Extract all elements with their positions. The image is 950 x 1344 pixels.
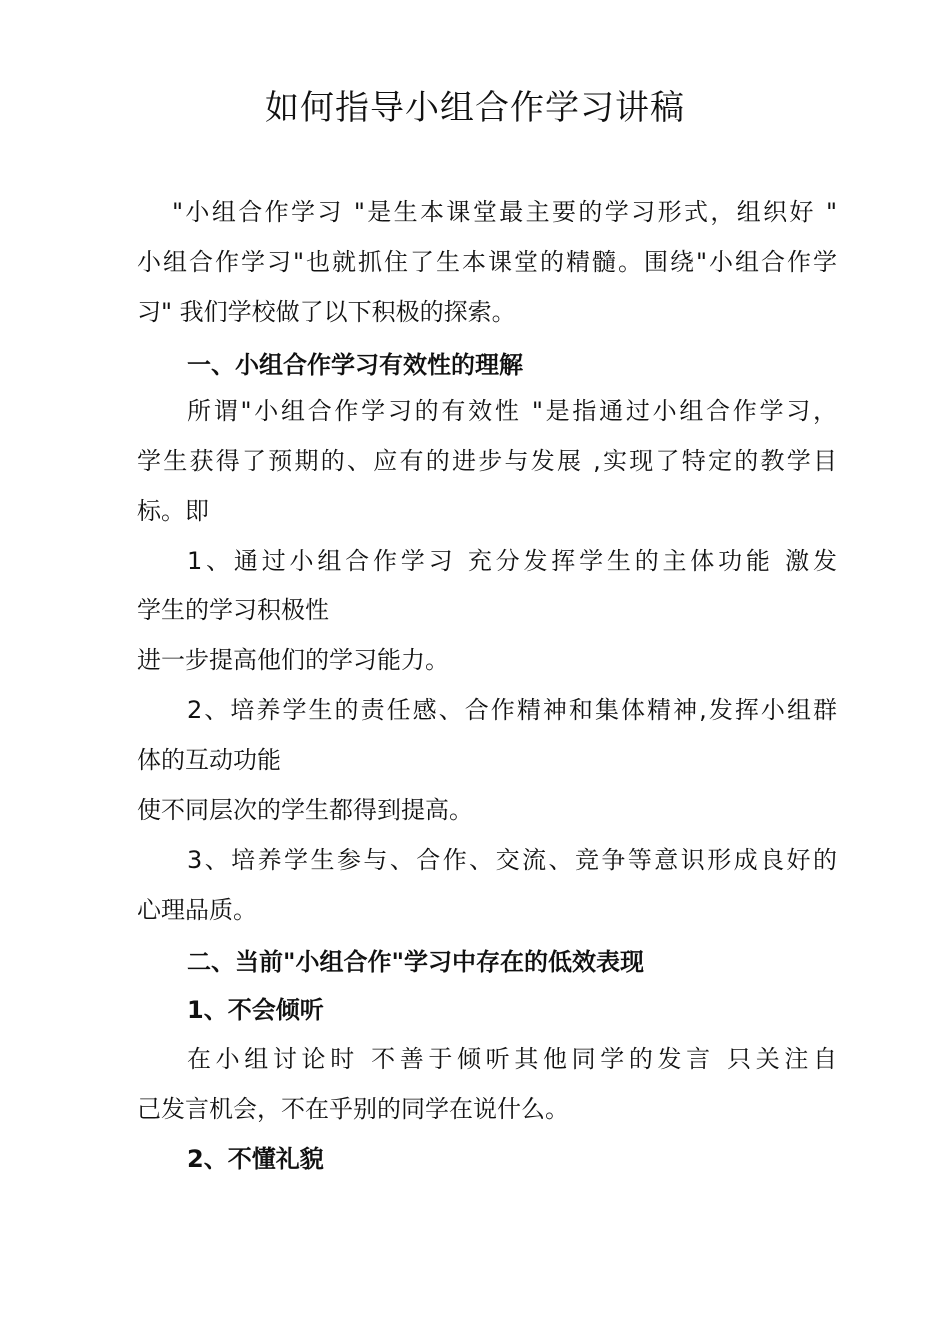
- subsection-heading: 1、不会倾听: [187, 996, 324, 1024]
- list-item-line: 1、通过小组合作学习 充分发挥学生的主体功能 激发: [187, 547, 837, 575]
- list-item-line: 进一步提高他们的学习能力。: [137, 646, 449, 674]
- list-item-line: 3、培养学生参与、合作、交流、竞争等意识形成良好的: [187, 846, 837, 874]
- paragraph-line: 己发言机会，不在乎别的同学在说什么。: [137, 1095, 569, 1123]
- paragraph-line: 标。即: [137, 497, 209, 525]
- section-heading: 一、小组合作学习有效性的理解: [187, 351, 523, 379]
- section-heading: 二、当前"小组合作"学习中存在的低效表现: [187, 948, 645, 976]
- paragraph-line: 小组合作学习"也就抓住了生本课堂的精髓。围绕"小组合作学: [137, 248, 837, 276]
- list-item-line: 学生的学习积极性: [137, 596, 329, 624]
- list-item-line: 2、培养学生的责任感、合作精神和集体精神,发挥小组群: [187, 696, 837, 724]
- list-item-line: 使不同层次的学生都得到提高。: [137, 796, 473, 824]
- paragraph-line: "小组合作学习 "是生本课堂最主要的学习形式，组织好 ": [172, 198, 837, 226]
- subsection-heading: 2、不懂礼貌: [187, 1145, 324, 1173]
- paragraph-line: 习" 我们学校做了以下积极的探索。: [137, 298, 516, 326]
- paragraph-line: 所谓"小组合作学习的有效性 "是指通过小组合作学习，: [187, 397, 837, 425]
- paragraph-line: 学生获得了预期的、应有的进步与发展 ,实现了特定的教学目: [137, 447, 837, 475]
- list-item-line: 心理品质。: [137, 896, 257, 924]
- paragraph-line: 在小组讨论时 不善于倾听其他同学的发言 只关注自: [187, 1045, 837, 1073]
- document-title: 如何指导小组合作学习讲稿: [265, 88, 685, 128]
- list-item-line: 体的互动功能: [137, 746, 281, 774]
